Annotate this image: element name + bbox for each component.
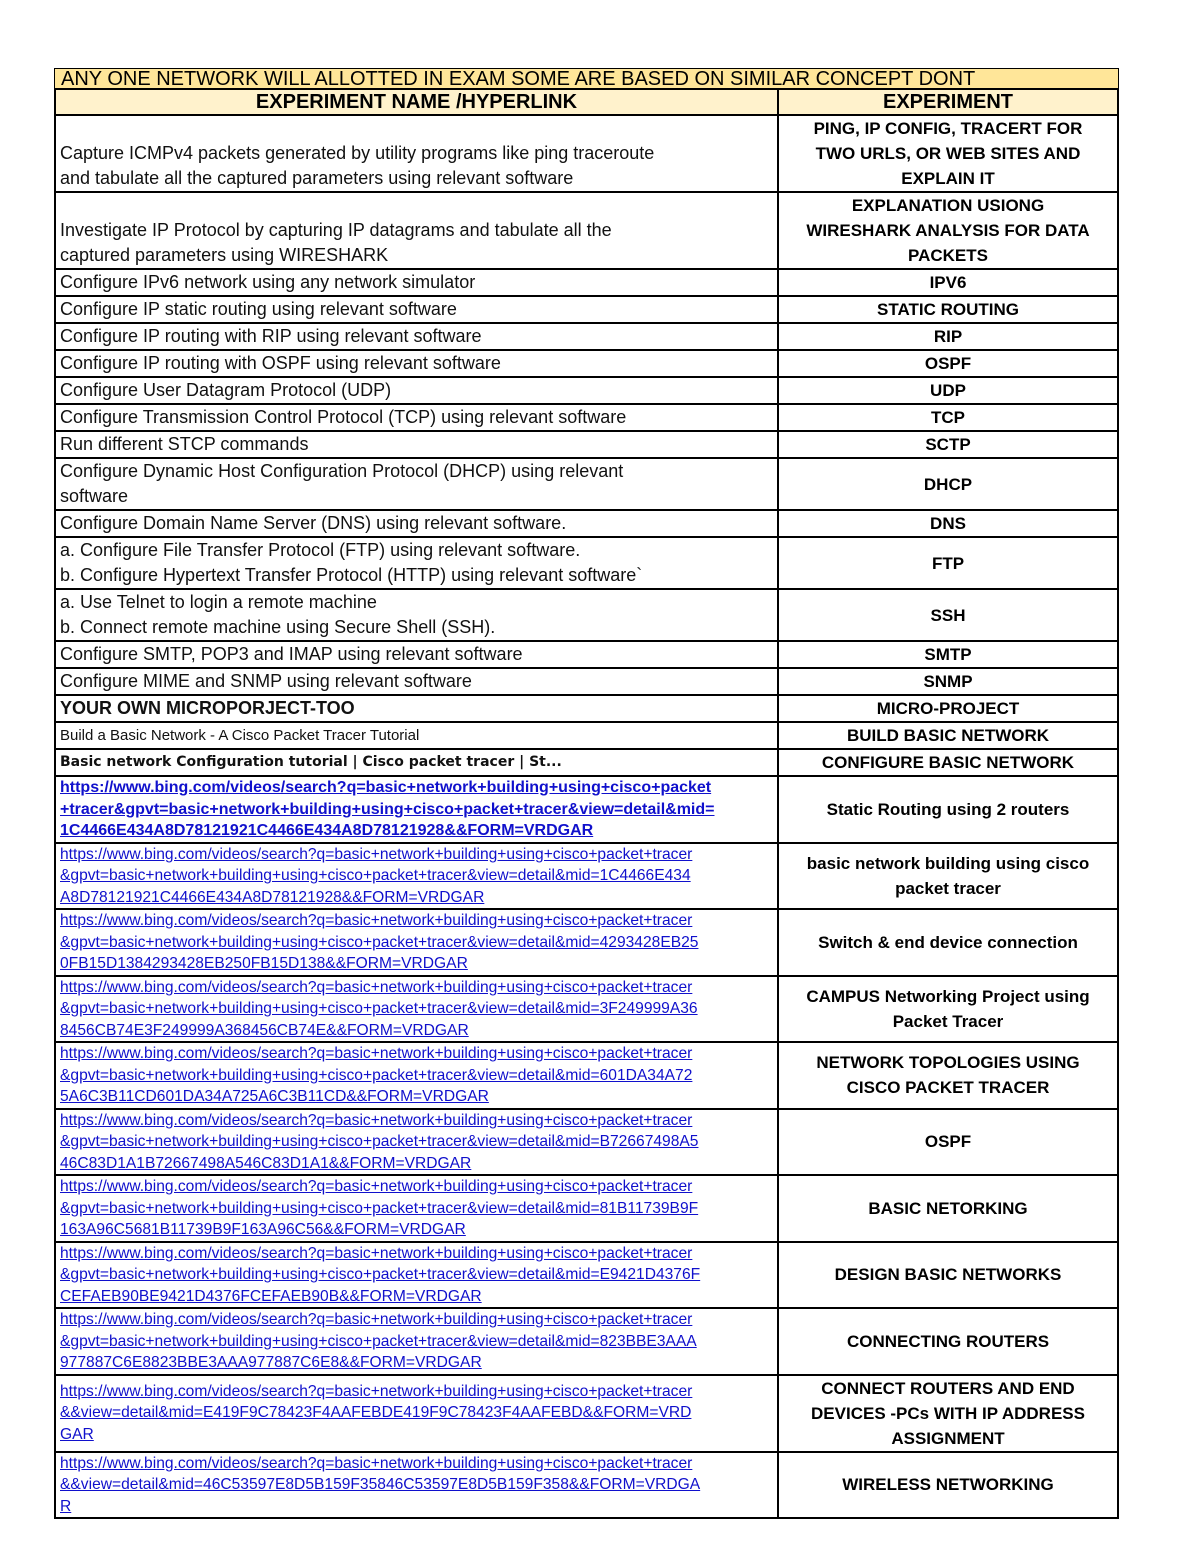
experiment-name-cell <box>55 323 778 350</box>
text-line: 0FB15D1384293428EB250FB15D138&&FORM=VRDGAR <box>60 955 468 972</box>
text-line: Basic network Configuration tutorial | Cisco packet tracer | St... <box>60 754 562 770</box>
experiment-name-cell <box>55 115 778 192</box>
text-line: STATIC ROUTING <box>877 300 1019 319</box>
experiment-name-cell <box>55 296 778 323</box>
text-line: Switch & end device connection <box>818 932 1078 952</box>
text-line: PING, IP CONFIG, TRACERT FOR <box>813 119 1083 138</box>
hyperlink-cell <box>55 909 778 976</box>
experiment-cell <box>778 668 1118 695</box>
experiment-cell <box>778 269 1118 296</box>
table-row <box>55 431 1118 458</box>
text-line: UDP <box>930 381 966 400</box>
experiment-name-cell <box>55 377 778 404</box>
text-line: 46C83D1A1B72667498A546C83D1A1&&FORM=VRDGAR <box>60 1154 472 1172</box>
link-row <box>55 1308 1118 1375</box>
text-line: EXPLANATION USIONG <box>851 196 1045 215</box>
experiment-name-cell <box>55 458 778 510</box>
text-line: Packet Tracer <box>892 1011 1004 1031</box>
text-line: Configure SMTP, POP3 and IMAP using relevant software <box>60 644 523 664</box>
text-line: YOUR OWN MICROPORJECT-TOO <box>60 698 355 718</box>
text-line: DHCP <box>923 474 973 494</box>
header-experiment: EXPERIMENT <box>778 89 1118 115</box>
text-line: https://www.bing.com/videos/search?q=basic+network+building+using+cisco+packet <box>60 779 712 796</box>
link-row <box>55 1375 1118 1452</box>
hyperlink-cell <box>55 1375 778 1452</box>
experiment-name-cell <box>55 722 778 749</box>
text-line: CAMPUS Networking Project using <box>806 986 1090 1006</box>
table-row <box>55 350 1118 377</box>
text-line: &gpvt=basic+network+building+using+cisco+packet+tracer&view=detail&mid=3F249999A36 <box>60 1000 698 1017</box>
experiment-cell <box>778 510 1118 537</box>
text-line: software <box>60 486 129 506</box>
link-row <box>55 1175 1118 1242</box>
text-line: OSPF <box>924 354 972 373</box>
text-line: &gpvt=basic+network+building+using+cisco+packet+tracer&view=detail&mid=B72667498A5 <box>60 1133 699 1150</box>
text-line <box>60 116 773 141</box>
text-line: TCP <box>931 408 965 427</box>
text-line: Configure IP routing with RIP using relevant software <box>60 326 482 346</box>
text-line: &gpvt=basic+network+building+using+cisco+packet+tracer&view=detail&mid=601DA34A72 <box>60 1066 693 1084</box>
text-line: Run different STCP commands <box>60 434 309 454</box>
text-line: +tracer&gpvt=basic+network+building+using+cisco+packet+tracer&view=detail&mid= <box>60 800 715 818</box>
text-line: https://www.bing.com/videos/search?q=basic+network+building+using+cisco+packet+tracer <box>60 912 693 929</box>
experiment-cell <box>778 641 1118 668</box>
experiment-cell <box>778 1175 1118 1242</box>
header-row <box>55 89 1118 115</box>
text-line: Configure Transmission Control Protocol (TCP) using relevant software <box>60 407 627 427</box>
text-line: BASIC NETORKING <box>868 1198 1028 1218</box>
text-line: Configure Dynamic Host Configuration Protocol (DHCP) using relevant <box>60 461 624 481</box>
text-line: SSH <box>930 605 966 625</box>
table-row <box>55 115 1118 192</box>
text-line: R <box>60 1497 72 1515</box>
experiment-cell <box>778 843 1118 910</box>
text-line: Configure User Datagram Protocol (UDP) <box>60 380 392 400</box>
hyperlink-cell <box>55 843 778 910</box>
table-row <box>55 510 1118 537</box>
experiment-cell <box>778 404 1118 431</box>
text-line: CONNECTING ROUTERS <box>846 1331 1050 1351</box>
header-name: EXPERIMENT NAME /HYPERLINK <box>55 89 778 115</box>
experiment-cell <box>778 909 1118 976</box>
experiment-cell <box>778 1375 1118 1452</box>
experiment-name-cell <box>55 589 778 641</box>
text-line: https://www.bing.com/videos/search?q=basic+network+building+using+cisco+packet+tracer <box>60 1244 693 1262</box>
table-row <box>55 404 1118 431</box>
text-line: MICRO-PROJECT <box>876 699 1020 718</box>
text-line: FTP <box>931 553 965 573</box>
hyperlink-cell <box>55 1452 778 1519</box>
hyperlink-cell <box>55 976 778 1043</box>
experiment-table <box>54 88 1119 1519</box>
text-line: IPV6 <box>929 273 967 292</box>
link-row <box>55 1042 1118 1109</box>
experiment-cell <box>778 722 1118 749</box>
text-line: &gpvt=basic+network+building+using+cisco+packet+tracer&view=detail&mid=E9421D4376F <box>60 1266 701 1283</box>
text-line: https://www.bing.com/videos/search?q=basic+network+building+using+cisco+packet+tracer <box>60 845 693 863</box>
experiment-cell <box>778 589 1118 641</box>
text-line: &gpvt=basic+network+building+using+cisco+packet+tracer&view=detail&mid=1C4466E434 <box>60 867 691 884</box>
video-hyperlink[interactable] <box>60 1110 773 1175</box>
text-line: WIRESHARK ANALYSIS FOR DATA <box>806 221 1090 240</box>
table-row <box>55 589 1118 641</box>
video-hyperlink[interactable] <box>60 977 773 1042</box>
experiment-cell <box>778 1242 1118 1309</box>
video-hyperlink[interactable] <box>60 1309 773 1374</box>
text-line: b. Configure Hypertext Transfer Protocol (HTTP) using relevant software` <box>60 565 643 585</box>
text-line: https://www.bing.com/videos/search?q=basic+network+building+using+cisco+packet+tracer <box>60 1311 693 1328</box>
experiment-cell <box>778 976 1118 1043</box>
text-line: OSPF <box>924 1132 972 1152</box>
table-row <box>55 537 1118 589</box>
text-line: DNS <box>930 514 966 533</box>
link-row <box>55 1242 1118 1309</box>
text-line: EXPLAIN IT <box>901 169 995 188</box>
text-line: GAR <box>60 1425 94 1443</box>
text-line: SCTP <box>925 435 971 454</box>
experiment-cell <box>778 350 1118 377</box>
text-line: CONFIGURE BASIC NETWORK <box>821 753 1075 772</box>
hyperlink-cell <box>55 1242 778 1309</box>
text-line: SNMP <box>923 672 973 691</box>
experiment-cell <box>778 323 1118 350</box>
table-row <box>55 641 1118 668</box>
text-line: 1C4466E434A8D78121921C4466E434A8D78121928&&FORM=VRDGAR <box>60 822 594 839</box>
text-line: &gpvt=basic+network+building+using+cisco+packet+tracer&view=detail&mid=823BBE3AAA <box>60 1332 697 1350</box>
experiment-sheet <box>54 68 1119 1519</box>
experiment-cell <box>778 1042 1118 1109</box>
text-line <box>60 193 773 218</box>
experiment-name-cell <box>55 269 778 296</box>
hyperlink-cell <box>55 1109 778 1176</box>
text-line: https://www.bing.com/videos/search?q=basic+network+building+using+cisco+packet+tracer <box>60 1178 693 1195</box>
link-row <box>55 776 1118 843</box>
video-hyperlink[interactable] <box>60 1453 773 1518</box>
table-row <box>55 296 1118 323</box>
table-row <box>55 192 1118 269</box>
experiment-cell <box>778 296 1118 323</box>
text-line: RIP <box>933 327 963 346</box>
text-line: &&view=detail&mid=E419F9C78423F4AAFEBDE419F9C78423F4AAFEBD&&FORM=VRD <box>60 1404 692 1422</box>
experiment-cell <box>778 695 1118 722</box>
text-line: Capture ICMPv4 packets generated by utility programs like ping traceroute <box>60 143 655 163</box>
experiment-cell <box>778 1308 1118 1375</box>
experiment-cell <box>778 1109 1118 1176</box>
text-line: TWO URLS, OR WEB SITES AND <box>815 144 1081 163</box>
experiment-name-cell <box>55 404 778 431</box>
experiment-name-cell <box>55 695 778 722</box>
experiment-cell <box>778 192 1118 269</box>
text-line: &gpvt=basic+network+building+using+cisco+packet+tracer&view=detail&mid=81B11739B9F <box>60 1199 699 1217</box>
text-line: https://www.bing.com/videos/search?q=basic+network+building+using+cisco+packet+tracer <box>60 1045 693 1062</box>
text-line: https://www.bing.com/videos/search?q=basic+network+building+using+cisco+packet+tracer <box>60 1382 693 1400</box>
table-row <box>55 269 1118 296</box>
text-line: https://www.bing.com/videos/search?q=basic+network+building+using+cisco+packet+tracer <box>60 1111 693 1129</box>
hyperlink-cell <box>55 1308 778 1375</box>
experiment-name-cell <box>55 431 778 458</box>
experiment-name-cell <box>55 537 778 589</box>
text-line: NETWORK TOPOLOGIES USING <box>816 1053 1080 1073</box>
text-line: Build a Basic Network - A Cisco Packet Tracer Tutorial <box>60 727 420 744</box>
text-line: WIRELESS NETWORKING <box>842 1475 1054 1495</box>
experiment-name-cell <box>55 641 778 668</box>
link-row <box>55 909 1118 976</box>
experiment-cell <box>778 1452 1118 1519</box>
text-line: Investigate IP Protocol by capturing IP datagrams and tabulate all the <box>60 220 612 240</box>
experiment-cell <box>778 377 1118 404</box>
text-line: Configure IP routing with OSPF using relevant software <box>60 353 501 373</box>
hyperlink-cell <box>55 1175 778 1242</box>
text-line: https://www.bing.com/videos/search?q=basic+network+building+using+cisco+packet+tracer <box>60 978 693 996</box>
text-line: BUILD BASIC NETWORK <box>846 726 1050 745</box>
table-row <box>55 722 1118 749</box>
text-line: packet tracer <box>895 878 1001 898</box>
text-line: 8456CB74E3F249999A368456CB74E&&FORM=VRDGAR <box>60 1021 469 1039</box>
text-line: 977887C6E8823BBE3AAA977887C6E8&&FORM=VRDGAR <box>60 1354 482 1371</box>
table-row <box>55 377 1118 404</box>
link-row <box>55 976 1118 1043</box>
video-hyperlink[interactable] <box>60 1043 773 1108</box>
experiment-name-cell <box>55 350 778 377</box>
link-row <box>55 1452 1118 1519</box>
text-line: b. Connect remote machine using Secure Shell (SSH). <box>60 617 496 637</box>
text-line: Configure IPv6 network using any network simulator <box>60 272 476 292</box>
experiment-cell <box>778 537 1118 589</box>
text-line: Configure MIME and SNMP using relevant software <box>60 671 472 691</box>
text-line: captured parameters using WIRESHARK <box>60 245 389 265</box>
experiment-cell <box>778 776 1118 843</box>
text-line: DESIGN BASIC NETWORKS <box>834 1265 1062 1285</box>
experiment-cell <box>778 749 1118 776</box>
text-line: 163A96C5681B11739B9F163A96C56&&FORM=VRDGAR <box>60 1221 466 1238</box>
video-hyperlink[interactable] <box>60 777 773 842</box>
table-body <box>55 115 1118 1518</box>
experiment-cell <box>778 458 1118 510</box>
link-row <box>55 843 1118 910</box>
table-row <box>55 695 1118 722</box>
table-row <box>55 323 1118 350</box>
hyperlink-cell <box>55 776 778 843</box>
text-line: &gpvt=basic+network+building+using+cisco+packet+tracer&view=detail&mid=4293428EB25 <box>60 933 699 951</box>
banner-note: ANY ONE NETWORK WILL ALLOTTED IN EXAM SOME ARE BASED ON SIMILAR CONCEPT DONT <box>54 68 1119 88</box>
experiment-name-cell <box>55 510 778 537</box>
text-line: Static Routing using 2 routers <box>826 799 1070 819</box>
experiment-name-cell <box>55 192 778 269</box>
video-hyperlink[interactable] <box>60 844 773 909</box>
video-hyperlink[interactable] <box>60 1243 773 1308</box>
link-row <box>55 1109 1118 1176</box>
text-line: a. Configure File Transfer Protocol (FTP) using relevant software. <box>60 540 581 560</box>
text-line: 5A6C3B11CD601DA34A725A6C3B11CD&&FORM=VRDGAR <box>60 1088 489 1105</box>
text-line: CISCO PACKET TRACER <box>846 1078 1050 1098</box>
text-line: basic network building using cisco <box>806 853 1090 873</box>
text-line: DEVICES -PCs WITH IP ADDRESS <box>811 1403 1085 1423</box>
text-line: CONNECT ROUTERS AND END <box>821 1378 1075 1398</box>
experiment-name-cell <box>55 668 778 695</box>
text-line: Configure Domain Name Server (DNS) using relevant software. <box>60 513 567 533</box>
hyperlink-cell <box>55 1042 778 1109</box>
table-row <box>55 458 1118 510</box>
video-hyperlink[interactable] <box>60 910 773 975</box>
table-row <box>55 749 1118 776</box>
table-row <box>55 668 1118 695</box>
experiment-cell <box>778 431 1118 458</box>
video-hyperlink[interactable] <box>60 1381 773 1446</box>
text-line: PACKETS <box>908 246 988 265</box>
text-line: https://www.bing.com/videos/search?q=basic+network+building+using+cisco+packet+tracer <box>60 1454 693 1472</box>
text-line: and tabulate all the captured parameters using relevant software <box>60 168 574 188</box>
experiment-name-cell <box>55 749 778 776</box>
text-line: Configure IP static routing using relevant software <box>60 299 457 319</box>
text-line: A8D78121921C4466E434A8D78121928&&FORM=VRDGAR <box>60 888 485 906</box>
text-line: ASSIGNMENT <box>891 1428 1005 1448</box>
text-line: &&view=detail&mid=46C53597E8D5B159F35846C53597E8D5B159F358&&FORM=VRDGA <box>60 1476 701 1493</box>
experiment-cell <box>778 115 1118 192</box>
video-hyperlink[interactable] <box>60 1176 773 1241</box>
text-line: SMTP <box>924 645 972 664</box>
text-line: a. Use Telnet to login a remote machine <box>60 592 377 612</box>
text-line: CEFAEB90BE9421D4376FCEFAEB90B&&FORM=VRDGAR <box>60 1287 482 1305</box>
